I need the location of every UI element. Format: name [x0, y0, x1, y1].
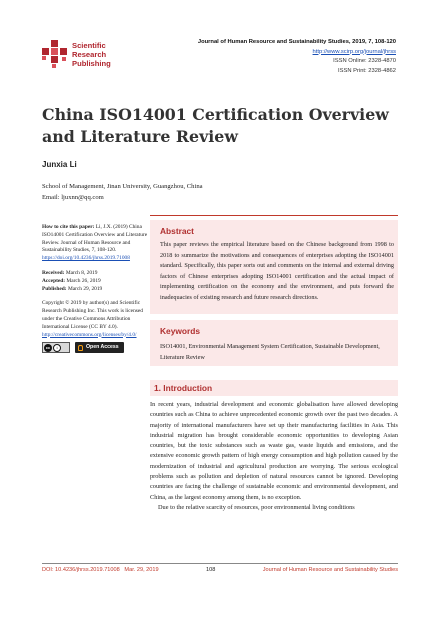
cc-by-badge[interactable] [42, 342, 70, 353]
received-label: Received: [42, 269, 65, 276]
cc-icon: cc [45, 344, 51, 350]
publisher-logo-icon [42, 40, 68, 70]
publisher-logo [42, 40, 182, 74]
publisher-name-line: Research [72, 50, 107, 60]
journal-citation: Journal of Human Resource and Sustainability Studies, 2019, 7, 108-120 [197, 39, 396, 45]
accepted-date [42, 278, 148, 286]
footer-doi-date [42, 567, 159, 573]
copyright-text: Copyright © 2019 by author(s) and Scientific Research Publishing Inc. This work is licensed under the Creative Commons Attribution International License (CC BY 4.0). [42, 300, 143, 330]
cite-text: Li, J.X. (2019) China ISO14001 Certification Overview and Literature Review. Journal of Human Resource and Sustainability Studies, 7, 108-120. [42, 224, 148, 254]
issn-online: ISSN Online: 2328-4870 [333, 58, 396, 65]
keywords-heading: Keywords [160, 326, 201, 336]
keywords-text: ISO14001, Environmental Management System Certification, Sustainable Development, Literature Review [160, 343, 380, 361]
open-lock-icon [78, 345, 83, 351]
abstract-heading: Abstract [160, 226, 194, 236]
attribution-icon: i [53, 344, 61, 352]
publisher-name-line: Scientific [72, 41, 106, 50]
issn-print: ISSN Print: 2328-4862 [337, 67, 396, 74]
dates-block [42, 270, 148, 293]
publisher-name-line: Publishing [72, 59, 111, 69]
article-sidebar [42, 224, 148, 360]
doi-link[interactable]: https://doi.org/10.4236/jhrss.2019.71008 [42, 255, 130, 262]
introduction-body [150, 400, 398, 513]
author-affiliation [42, 182, 203, 203]
published-date [42, 286, 148, 294]
journal-url-link[interactable]: http://www.scirp.org/journal/jhrss [312, 48, 396, 55]
page-footer [42, 567, 398, 573]
footer-doi: DOI: 10.4236/jhrss.2019.71008 [42, 567, 120, 573]
received-value: March 8, 2019 [65, 269, 98, 276]
introduction-paragraph: In recent years, industrial development and economic globalisation have allowed developing countries such as China to achieve unprecedented economic growth over the past two decades. A majority of international manufacturers have set up their manufacturing facilities in Asia. This industrial migration has brought considerable economic opportunities to developing Asian countries, but the toxic substances such as waste gas, waste liquids and emissions, and the extensive economic growth pattern of high energy consumption and high pollution caused by the modernization of industrial and agricultural production are worrying. The serious ecological problems such as pollution and depletion of natural resources cannot be ignored. Developing countries are facing the challenge of sustainable economic and environmental development, and China, as the largest economy among them, is no exception. [150, 401, 398, 501]
cite-label: How to cite this paper: [42, 224, 95, 230]
accepted-label: Accepted: [42, 277, 66, 284]
page-number: 108 [206, 567, 216, 573]
copyright-block [42, 300, 148, 353]
journal-info [198, 38, 396, 76]
accepted-value: March 26, 2019 [66, 277, 101, 284]
header-divider [150, 215, 398, 216]
author-email: Email: ljuxnn@qq.com [42, 193, 104, 201]
article-title: China ISO14001 Certification Overview and Literature Review [42, 105, 389, 146]
received-date [42, 270, 148, 278]
publisher-name [72, 41, 111, 69]
author-name: Junxia Li [42, 160, 77, 169]
cite-block [42, 224, 148, 263]
footer-journal: Journal of Human Resource and Sustainability Studies [262, 567, 398, 573]
license-badges [42, 342, 148, 353]
license-link[interactable]: http://creativecommons.org/licenses/by/4.0/ [42, 331, 137, 338]
introduction-heading: 1. Introduction [154, 383, 213, 393]
abstract-text: This paper reviews the empirical literature based on the Chinese background from 1998 to 2018 to summarize the motivations and consequences of enterprises adopting the ISO14001 standard. Specifically, this paper sorts out and comments on the internal and external driving factors of Chinese enterprises adopting ISO14001 certification and the actual impact of implementing certification on the economy and the environment, and puts forward the inadequacies of existing research and future research directions. [160, 241, 394, 301]
published-value: March 29, 2019 [67, 285, 103, 292]
open-access-label: Open Access [86, 343, 119, 350]
footer-divider [42, 563, 398, 564]
published-label: Published: [42, 285, 67, 292]
affiliation-text: School of Management, Jinan University, Guangzhou, China [42, 183, 203, 190]
open-access-badge[interactable] [75, 342, 124, 353]
footer-date: Mar. 29, 2019 [124, 567, 159, 573]
introduction-paragraph: Due to the relative scarcity of resources, poor environmental living conditions [158, 503, 355, 511]
